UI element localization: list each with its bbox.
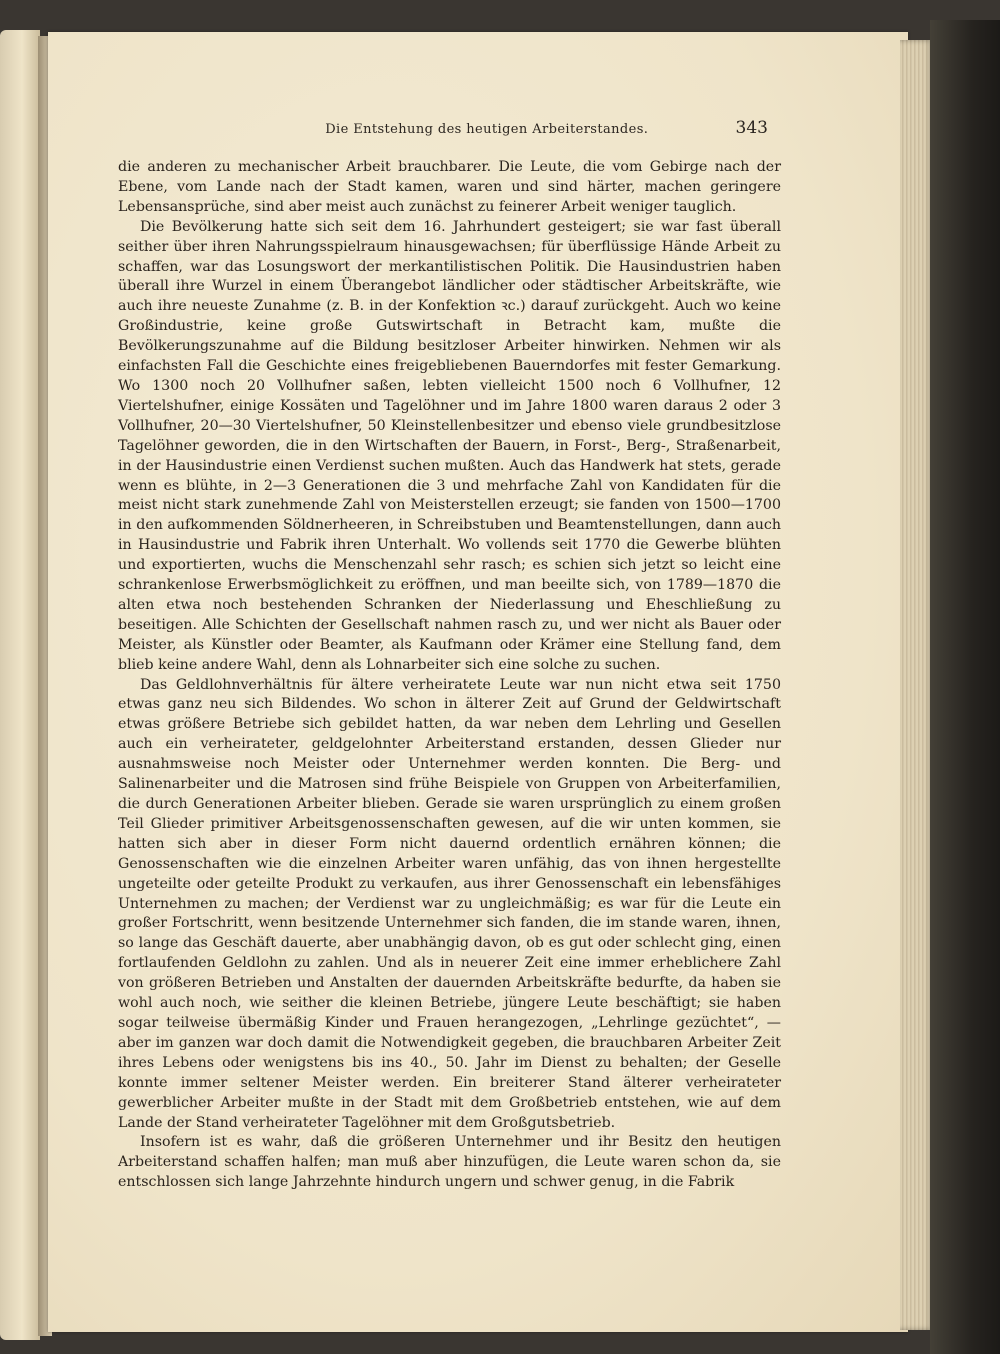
page-block-edges [900,40,934,1330]
paragraph: Das Geldlohnverhältnis für ältere verheiratete Leute war nun nicht etwa seit 1750 etwas ganz neu sich Bildendes. Wo schon in älterer Zeit auf Grund der Geldwirtschaft etwas größere Betriebe sich gebildet hatten, da war neben dem Lehrling und Gesellen auch ein verheirateter, geldgelohnter Arbeiterstand erstanden, dessen Glieder nur ausnahmsweise noch Meister oder Unternehmer werden konnten. Die Berg- und Salinenarbeiter und die Matrosen sind frühe Beispiele von Gruppen von Arbeiterfamilien, die durch Generationen Arbeiter blieben. Gerade sie waren ursprünglich zu einem großen Teil Glieder primitiver Arbeitsgenossenschaften gewesen, auf die wir unten kommen, sie hatten sich aber in dieser Form nicht dauernd ordentlich ernähren können; die Genossenschaften wie die einzelnen Arbeiter waren unfähig, das von ihnen hergestellte ungeteilte oder geteilte Produkt zu verkaufen, aus ihrer Genossenschaft ein lebensfähiges Unternehmen zu machen; der Verdienst war zu ungleichmäßig; es war für die Leute ein großer Fortschritt, wenn besitzende Unternehmer sich fanden, die im stande waren, ihnen, so lange das Geschäft dauerte, aber unabhängig davon, ob es gut oder schlecht ging, einen fortlaufenden Geldlohn zu zahlen. Und als in neuerer Zeit eine immer erheblichere Zahl von größeren Betrieben und Anstalten der dauernden Arbeitskräfte bedurfte, da haben sie wohl auch noch, wie seither die kleinen Betriebe, jüngere Leute beschäftigt; sie haben sogar teilweise übermäßig Kinder und Frauen herangezogen, „Lehrlinge gezüchtet“, — aber im ganzen war doch damit die Notwendigkeit gegeben, die brauchbaren Arbeiter Zeit ihres Lebens oder wenigstens bis ins 40., 50. Jahr im Dienst zu behalten; der Geselle konnte immer seltener Meister werden. Ein breiterer Stand älterer verheirateter gewerblicher Arbeiter mußte in der Stadt mit dem Großbetrieb entstehen, wie auf dem Lande der Stand verheirateter Tagelöhner mit dem Großgutsbetrieb. [118,676,781,1131]
paragraph: Die Bevölkerung hatte sich seit dem 16. Jahrhundert gesteigert; sie war fast überall seither über ihren Nahrungsspielraum hinausgewachsen; für überflüssige Hände Arbeit zu schaffen, war das Losungswort der merkantilistischen Politik. Die Hausindustrien haben überall ihre Wurzel in einem Überangebot ländlicher oder städtischer Arbeitskräfte, wie auch ihre neueste Zunahme (z. B. in der Konfektion ꝛc.) darauf zurückgeht. Auch wo keine Großindustrie, keine große Gutswirtschaft in Betracht kam, mußte die Bevölkerungszunahme auf die Bildung besitzloser Arbeiter hinwirken. Nehmen wir als einfachsten Fall die Geschichte eines freigebliebenen Bauerndorfes mit fester Gemarkung. Wo 1300 noch 20 Vollhufner saßen, lebten vielleicht 1500 noch 6 Vollhufner, 12 Viertelshufner, einige Kossäten und Tagelöhner und im Jahre 1800 waren daraus 2 oder 3 Vollhufner, 20—30 Viertelshufner, 50 Kleinstellenbesitzer und ebenso viele grundbesitzlose Tagelöhner geworden, die in den Wirtschaften der Bauern, in Forst-, Berg-, Straßenarbeit, in der Hausindustrie einen Verdienst suchen mußten. Auch das Handwerk hat stets, gerade wenn es blühte, in 2—3 Generationen die 3 und mehrfache Zahl von Kandidaten für die meist nicht stark zunehmende Zahl von Meisterstellen erzeugt; sie fanden von 1500—1700 in den aufkommenden Söldnerheeren, in Schreibstuben und Beamtenstellungen, dann auch in Hausindustrie und Fabrik ihren Unterhalt. Wo vollends seit 1770 die Gewerbe blühten und exportierten, wuchs die Menschenzahl sehr rasch; es schien sich jetzt so leicht eine schrankenlose Erwerbsmöglichkeit zu eröffnen, und man beeilte sich, von 1789—1870 die alten etwa noch bestehenden Schranken der Niederlassung und Eheschließung zu beseitigen. Alle Schichten der Gesellschaft nahmen rasch zu, und wer nicht als Bauer oder Meister, als Künstler oder Beamter, als Kaufmann oder Krämer eine Stellung fand, dem blieb keine andere Wahl, denn als Lohnarbeiter sich eine solche zu suchen. [118,218,781,673]
running-head [118,118,768,138]
paragraph: die anderen zu mechanischer Arbeit brauchbarer. Die Leute, die vom Gebirge nach der Ebene, vom Lande nach der Stadt kamen, waren und sind härter, machen geringere Lebensansprüche, sind aber meist auch zunächst zu feinerer Arbeit weniger tauglich. [118,159,781,215]
book-cover-edge [930,20,1000,1354]
facing-page-edge [0,30,40,1340]
page-number: 343 [735,118,768,138]
paragraph: Insofern ist es wahr, daß die größeren Unternehmer und ihr Besitz den heutigen Arbeiterstand schaffen halfen; man muß aber hinzufügen, die Leute waren schon da, sie entschlossen sich lange Jahrzehnte hindurch ungern und schwer genug, in die Fabrik [118,1134,781,1191]
running-title: Die Entstehung des heutigen Arbeiterstandes. [325,122,649,137]
body-text [118,158,781,1193]
